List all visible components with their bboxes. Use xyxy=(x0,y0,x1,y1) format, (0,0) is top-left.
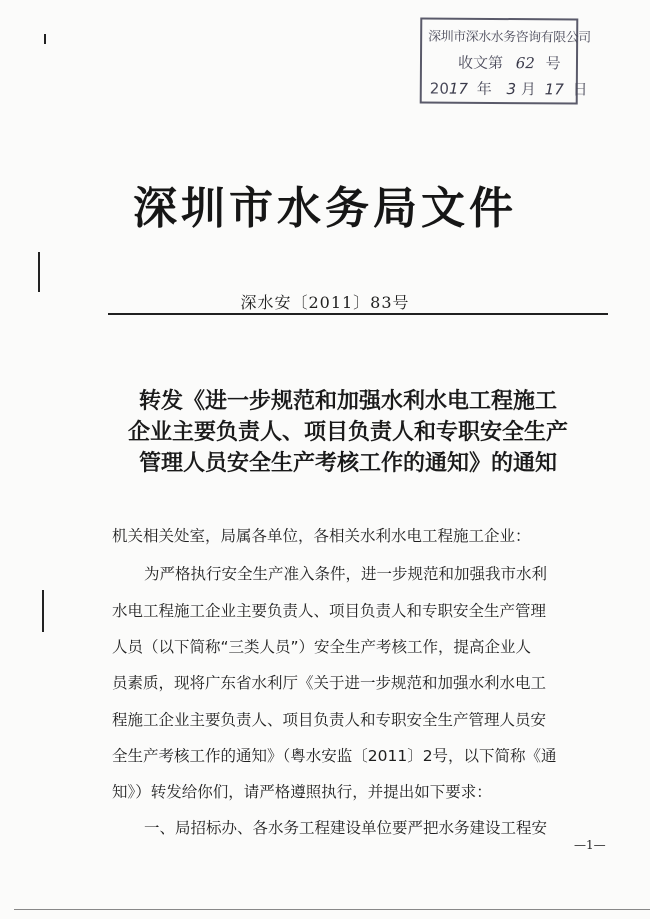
body-line: 全生产考核工作的通知》（粤水安监〔2011〕2号，以下简称《通 xyxy=(112,747,557,765)
subject-line: 管理人员安全生产考核工作的通知》的通知 xyxy=(138,451,557,476)
document-title: 深圳市水务局文件 xyxy=(133,183,517,234)
stamp-date-day: 17 xyxy=(544,80,564,99)
stamp-date xyxy=(430,78,588,100)
stamp-date-year-label: 年 xyxy=(476,79,492,98)
document-number: 深水安〔2011〕83号 xyxy=(240,293,410,312)
body-line: 人员（以下简称“三类人员”）安全生产考核工作，提高企业人 xyxy=(112,638,532,656)
stamp-recv-suffix: 号 xyxy=(545,54,561,73)
stamp-recv-prefix: 收文第 xyxy=(457,53,504,73)
scan-mark xyxy=(38,252,40,292)
page-number: —1— xyxy=(574,838,606,852)
bottom-edge-line xyxy=(14,909,650,910)
body-line: 员素质，现将广东省水利厅《关于进一步规范和加强水利水电工 xyxy=(112,674,547,692)
body-line: 知》）转发给你们，请严格遵照执行，并提出如下要求： xyxy=(112,783,492,801)
stamp-org-name: 深圳市深水水务咨询有限公司 xyxy=(428,29,591,46)
header-divider xyxy=(108,313,608,315)
stamp-date-month-label: 月 xyxy=(520,80,536,99)
scan-mark xyxy=(44,34,46,44)
body-line: 水电工程施工企业主要负责人、项目负责人和专职安全生产管理 xyxy=(112,602,547,620)
scan-mark xyxy=(42,590,44,632)
stamp-date-year-hand: 17 xyxy=(448,79,469,98)
receipt-stamp xyxy=(420,17,591,104)
document-subject xyxy=(88,386,608,479)
body-line: 一、局招标办、各水务工程建设单位要严把水务建设工程安 xyxy=(144,819,548,837)
stamp-date-day-label: 日 xyxy=(572,80,588,99)
body-line: 程施工企业主要负责人、项目负责人和专职安全生产管理人员安 xyxy=(112,711,547,729)
stamp-receipt-number xyxy=(458,52,561,74)
stamp-date-month: 3 xyxy=(506,80,517,99)
stamp-recv-num: 62 xyxy=(515,54,535,73)
stamp-date-year: 20 xyxy=(429,79,449,98)
subject-line: 企业主要负责人、项目负责人和专职安全生产 xyxy=(127,420,568,445)
subject-line: 转发《进一步规范和加强水利水电工程施工 xyxy=(138,389,557,414)
body-line: 为严格执行安全生产准入条件，进一步规范和加强我市水利 xyxy=(144,565,548,583)
salutation: 机关相关处室，局属各单位，各相关水利水电工程施工企业： xyxy=(112,527,531,545)
